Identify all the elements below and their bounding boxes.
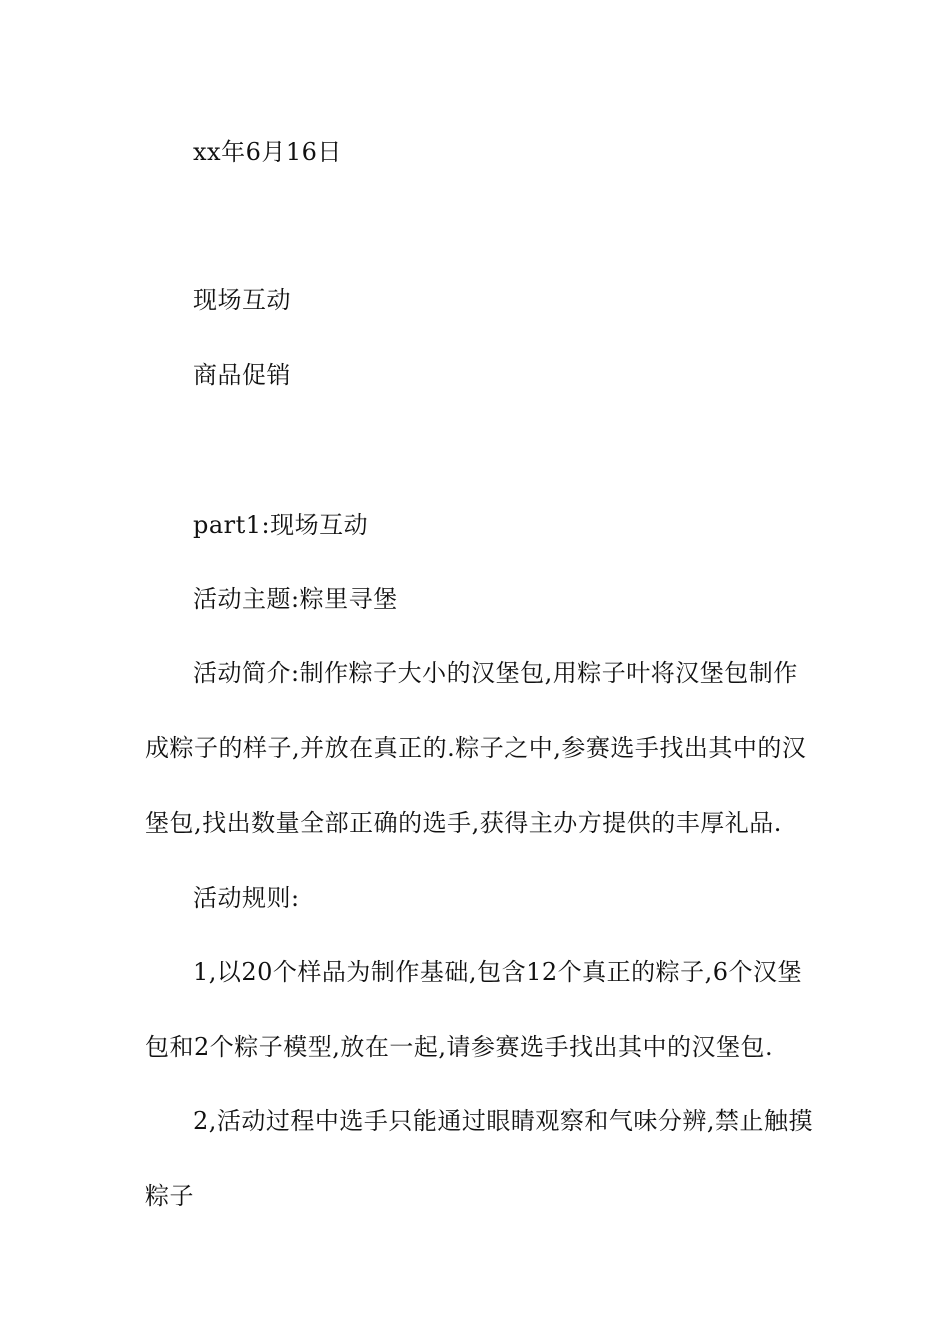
intro-line-1: 活动简介:制作粽子大小的汉堡包,用粽子叶将汉堡包制作: [193, 659, 798, 687]
rule1-line-1: 1,以20个样品为制作基础,包含12个真正的粽子,6个汉堡: [193, 958, 803, 986]
intro-line-3: 堡包,找出数量全部正确的选手,获得主办方提供的丰厚礼品.: [145, 809, 782, 837]
rule2-line-2: 粽子: [145, 1182, 194, 1210]
section-item-interaction: 现场互动: [193, 286, 291, 314]
section-item-promotion: 商品促销: [193, 361, 291, 389]
activity-theme: 活动主题:粽里寻堡: [193, 585, 398, 613]
intro-line-2: 成粽子的样子,并放在真正的.粽子之中,参赛选手找出其中的汉: [145, 734, 807, 762]
part1-heading: part1:现场互动: [193, 511, 369, 539]
rule1-line-2: 包和2个粽子模型,放在一起,请参赛选手找出其中的汉堡包.: [145, 1033, 774, 1061]
rule2-line-1: 2,活动过程中选手只能通过眼睛观察和气味分辨,禁止触摸: [193, 1107, 814, 1135]
rules-heading: 活动规则:: [193, 884, 300, 912]
date-line: xx年6月16日: [193, 138, 342, 166]
